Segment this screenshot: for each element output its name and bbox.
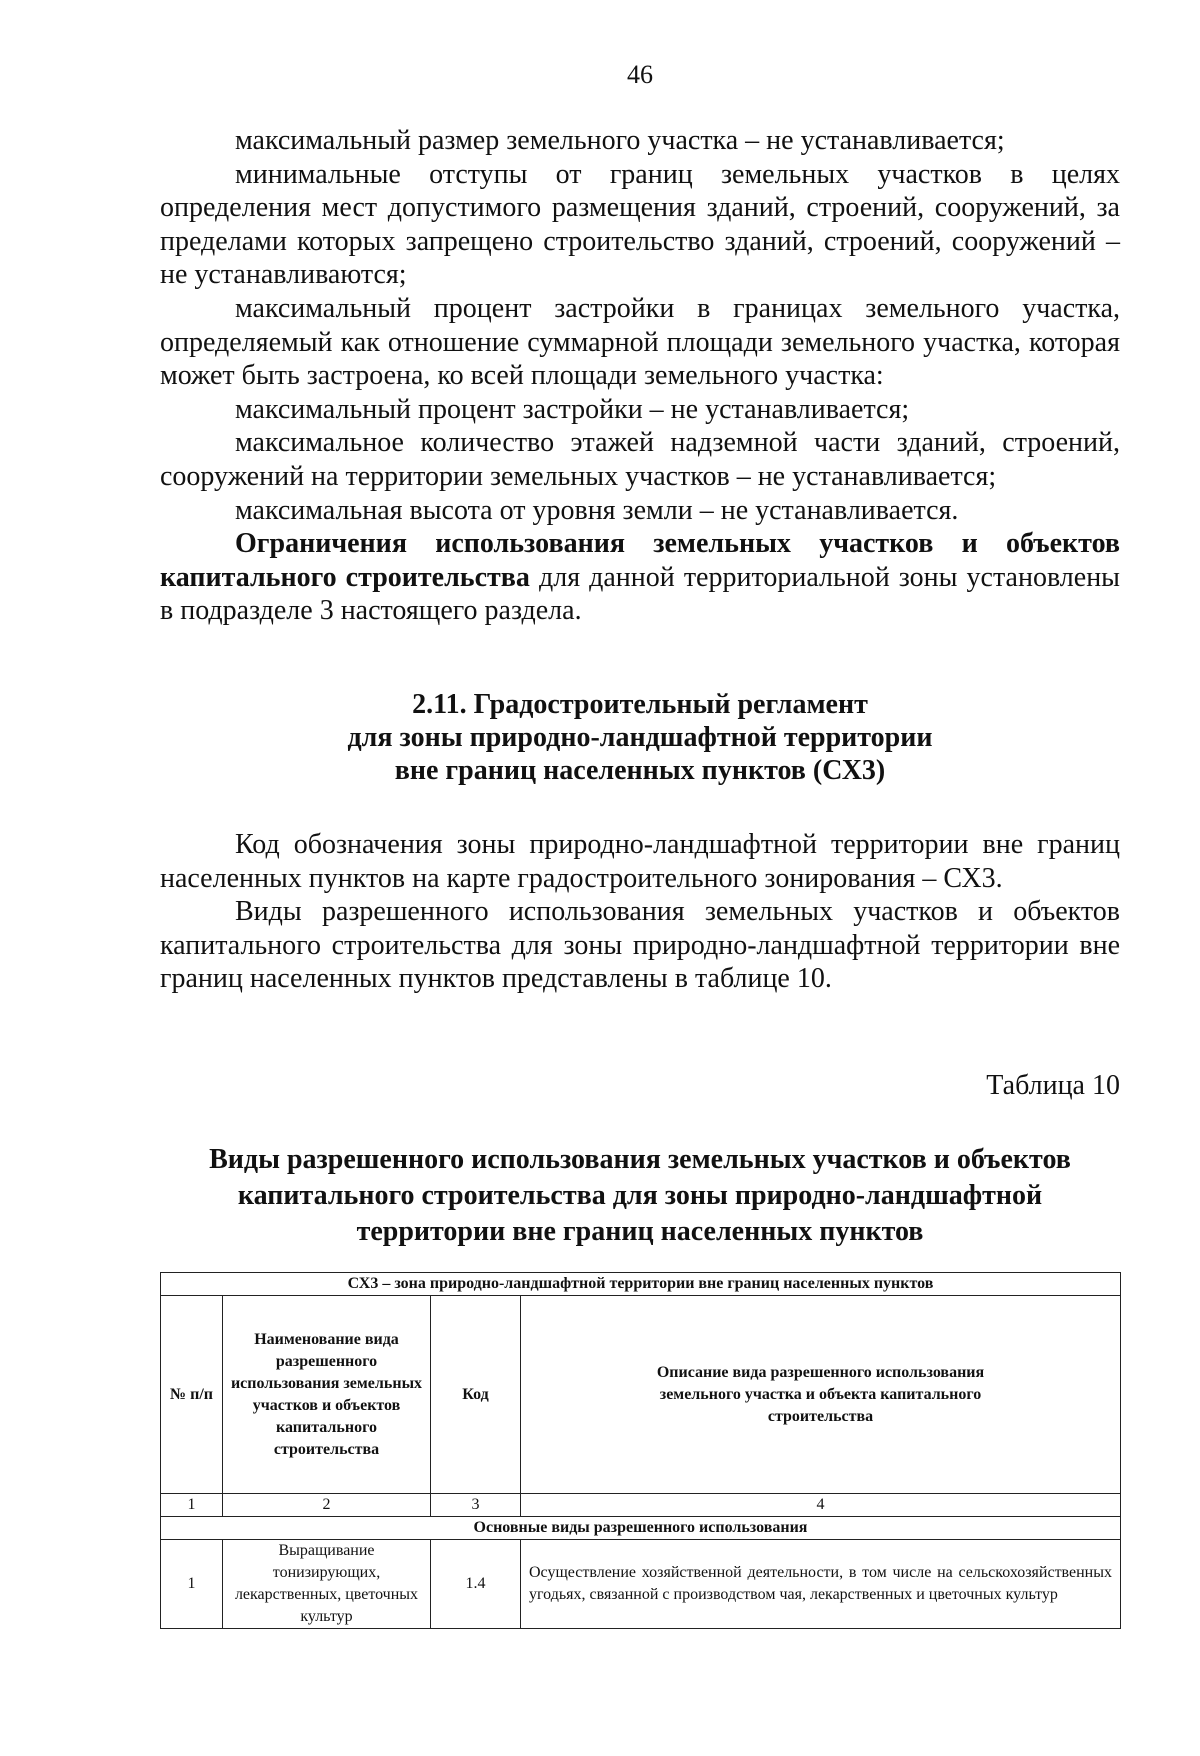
group-header-row xyxy=(161,1517,1121,1540)
zone-header-cell: СХ3 – зона природно-ландшафтной территории вне границ населенных пунктов xyxy=(161,1273,1121,1296)
section-heading-line: вне границ населенных пунктов (СХ3) xyxy=(394,755,886,786)
column-number: 3 xyxy=(431,1494,521,1517)
section-heading xyxy=(160,688,1120,787)
row-name: Выращивание тонизирующих, лекарственных, цветочных культур xyxy=(223,1540,431,1629)
column-number: 4 xyxy=(521,1494,1121,1517)
row-num: 1 xyxy=(161,1540,223,1629)
table-header-row xyxy=(161,1296,1121,1494)
row-code: 1.4 xyxy=(431,1540,521,1629)
zone-header-row xyxy=(161,1273,1121,1296)
section-heading-line: для зоны природно-ландшафтной территории xyxy=(347,722,933,753)
header-description: Описание вида разрешенного использования земельного участка и объекта капитального строительства xyxy=(521,1296,1121,1494)
header-name: Наименование вида разрешенного использования земельных участков и объектов капитального строительства xyxy=(223,1296,431,1494)
paragraph: минимальные отступы от границ земельных участков в целях определения мест допустимого размещения зданий, строений, сооружений, за пределами которых запрещено строительство зданий, строений, сооружений – не устанавливаются; xyxy=(160,158,1120,291)
section-heading-line: 2.11. Градостроительный регламент xyxy=(412,689,868,720)
paragraph: максимальная высота от уровня земли – не устанавливается. xyxy=(235,494,959,526)
table-row xyxy=(161,1540,1121,1629)
paragraph: Виды разрешенного использования земельных участков и объектов капитального строительства для зоны природно-ландшафтной территории вне границ населенных пунктов представлены в таблице 10. xyxy=(160,896,1120,995)
top-text-block xyxy=(160,124,1120,628)
paragraph: максимальный размер земельного участка – не устанавливается; xyxy=(235,125,1005,156)
column-numbers-row xyxy=(161,1494,1121,1517)
mid-text-block xyxy=(160,828,1120,996)
group-header-cell: Основные виды разрешенного использования xyxy=(161,1517,1121,1540)
table-title-line: территории вне границ населенных пунктов xyxy=(356,1216,924,1247)
regulation-table xyxy=(160,1272,1121,1629)
restrictions-paragraph xyxy=(160,527,1120,628)
page-number: 46 xyxy=(627,60,653,89)
paragraph: Код обозначения зоны природно-ландшафтной территории вне границ населенных пунктов на карте градостроительного зонирования – СХ3. xyxy=(160,829,1120,894)
table-title-line: Виды разрешенного использования земельных участков и объектов xyxy=(209,1144,1071,1175)
paragraph: максимальное количество этажей надземной части зданий, строений, сооружений на территории земельных участков – не устанавливается; xyxy=(160,427,1120,492)
table-title xyxy=(160,1142,1120,1250)
restrictions-bold-text: Ограничения использования земельных участков и объектов капитального строительства xyxy=(160,528,1120,593)
table-label: Таблица 10 xyxy=(986,1070,1120,1101)
header-num: № п/п xyxy=(161,1296,223,1494)
restrictions-text: для данной территориальной зоны установлены в подразделе 3 настоящего раздела. xyxy=(160,561,1120,627)
row-description: Осуществление хозяйственной деятельности, в том числе на сельскохозяйственных угодьях, связанной с производством чая, лекарственных и цветочных культур xyxy=(521,1540,1121,1629)
paragraph: максимальный процент застройки – не устанавливается; xyxy=(235,393,910,425)
column-number: 1 xyxy=(161,1494,223,1517)
column-number: 2 xyxy=(223,1494,431,1517)
table-title-line: капитального строительства для зоны природно-ландшафтной xyxy=(237,1180,1043,1211)
header-code: Код xyxy=(431,1296,521,1494)
paragraph: максимальный процент застройки в границах земельного участка, определяемый как отношение суммарной площади земельного участка, которая может быть застроена, ко всей площади земельного участка: xyxy=(160,292,1120,392)
